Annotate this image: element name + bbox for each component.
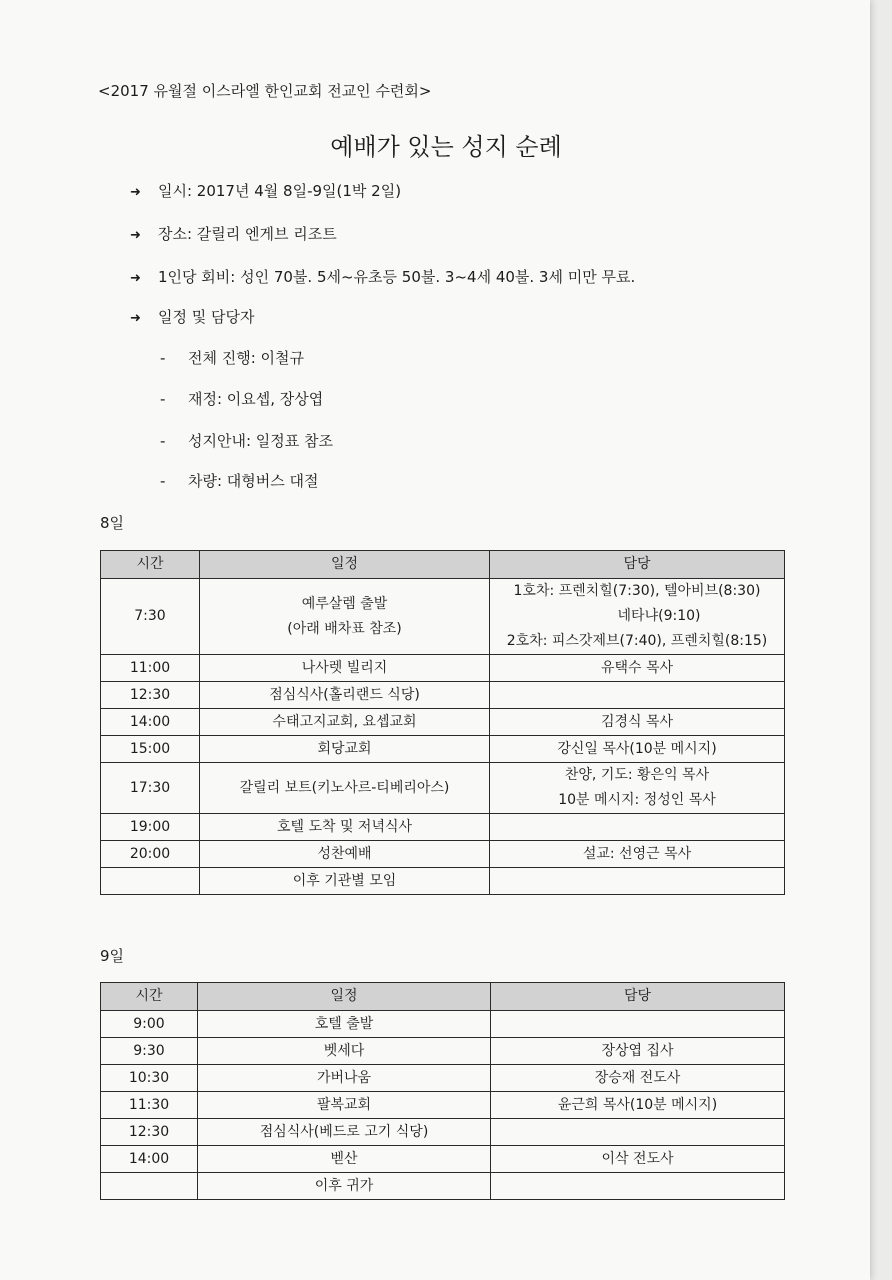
schedule-cell: 나사렛 빌리지 [200,655,490,682]
schedule-cell: 점심식사(홀리랜드 식당) [200,682,490,709]
time-cell: 11:00 [101,655,200,682]
leader-cell: 1호차: 프렌치힐(7:30), 텔아비브(8:30) 네타냐(9:10) 2호차: 피스갓제브(7:40), 프렌치힐(8:15) [490,579,785,655]
staff-item: - 차량: 대형버스 대절 [160,472,319,490]
time-cell: 7:30 [101,579,200,655]
arrow-bullet-icon: ➜ [130,271,141,286]
leader-cell: 장상엽 집사 [491,1038,785,1065]
time-cell: 12:30 [101,682,200,709]
time-cell: 17:30 [101,763,200,814]
time-cell: 9:00 [101,1011,198,1038]
schedule-table-day2 [100,982,785,1200]
info-place: ➜ 장소: 갈릴리 엔게브 리조트 [130,225,337,243]
time-cell [101,868,200,895]
col-header-schedule: 일정 [200,551,490,579]
leader-cell [491,1119,785,1146]
leader-cell: 김경식 목사 [490,709,785,736]
leader-cell: 설교: 선영근 목사 [490,841,785,868]
leader-cell: 찬양, 기도: 황은익 목사 10분 메시지: 정성인 목사 [490,763,785,814]
table-row [101,709,785,736]
table-row [101,841,785,868]
arrow-bullet-icon: ➜ [130,311,141,326]
table-row [101,736,785,763]
time-cell: 10:30 [101,1065,198,1092]
leader-cell: 윤근희 목사(10분 메시지) [491,1092,785,1119]
table-row [101,1011,785,1038]
table-row [101,763,785,814]
schedule-cell: 예루살렘 출발 (아래 배차표 참조) [200,579,490,655]
schedule-cell: 호텔 출발 [198,1011,491,1038]
time-cell: 11:30 [101,1092,198,1119]
time-cell: 12:30 [101,1119,198,1146]
table-row [101,814,785,841]
col-header-leader: 담당 [491,983,785,1011]
schedule-cell: 가버나움 [198,1065,491,1092]
leader-cell [490,682,785,709]
schedule-cell: 벳세다 [198,1038,491,1065]
schedule-cell: 점심식사(베드로 고기 식당) [198,1119,491,1146]
schedule-cell: 갈릴리 보트(키노사르-티베리아스) [200,763,490,814]
info-date: ➜ 일시: 2017년 4월 8일-9일(1박 2일) [130,182,402,200]
leader-cell [491,1011,785,1038]
arrow-bullet-icon: ➜ [130,228,141,243]
table-row [101,655,785,682]
table-header-row [101,983,785,1011]
page-title: 예배가 있는 성지 순례 [330,133,562,161]
table-row [101,1065,785,1092]
schedule-cell: 성찬예배 [200,841,490,868]
schedule-cell: 팔복교회 [198,1092,491,1119]
time-cell: 9:30 [101,1038,198,1065]
schedule-cell: 벧산 [198,1146,491,1173]
table-header-row [101,551,785,579]
time-cell: 19:00 [101,814,200,841]
leader-cell: 장승재 전도사 [491,1065,785,1092]
table-row [101,1038,785,1065]
schedule-cell: 이후 귀가 [198,1173,491,1200]
table-row [101,1173,785,1200]
table-row [101,1092,785,1119]
table-row [101,1119,785,1146]
leader-cell [490,814,785,841]
staff-item: - 전체 진행: 이철규 [160,349,305,367]
info-staff-heading: ➜ 일정 및 담당자 [130,308,255,326]
event-header: <2017 유월절 이스라엘 한인교회 전교인 수련회> [98,82,432,100]
day-label: 8일 [100,514,125,532]
time-cell: 14:00 [101,1146,198,1173]
leader-cell: 유택수 목사 [490,655,785,682]
time-cell: 20:00 [101,841,200,868]
leader-cell: 강신일 목사(10분 메시지) [490,736,785,763]
table-row [101,868,785,895]
staff-item: - 재정: 이요셉, 장상엽 [160,390,324,408]
schedule-table-day1 [100,550,785,895]
day-label: 9일 [100,947,125,965]
leader-cell: 이삭 전도사 [491,1146,785,1173]
table-row [101,682,785,709]
time-cell: 15:00 [101,736,200,763]
schedule-cell: 수태고지교회, 요셉교회 [200,709,490,736]
col-header-time: 시간 [101,983,198,1011]
leader-cell [491,1173,785,1200]
schedule-cell: 호텔 도착 및 저녁식사 [200,814,490,841]
col-header-time: 시간 [101,551,200,579]
schedule-cell: 이후 기관별 모임 [200,868,490,895]
schedule-cell: 회당교회 [200,736,490,763]
col-header-leader: 담당 [490,551,785,579]
leader-cell [490,868,785,895]
col-header-schedule: 일정 [198,983,491,1011]
time-cell [101,1173,198,1200]
table-row [101,579,785,655]
table-row [101,1146,785,1173]
time-cell: 14:00 [101,709,200,736]
info-fee: ➜ 1인당 회비: 성인 70불. 5세~유초등 50불. 3~4세 40불. 3세 미만 무료. [130,268,636,286]
arrow-bullet-icon: ➜ [130,185,141,200]
staff-item: - 성지안내: 일정표 참조 [160,432,334,450]
